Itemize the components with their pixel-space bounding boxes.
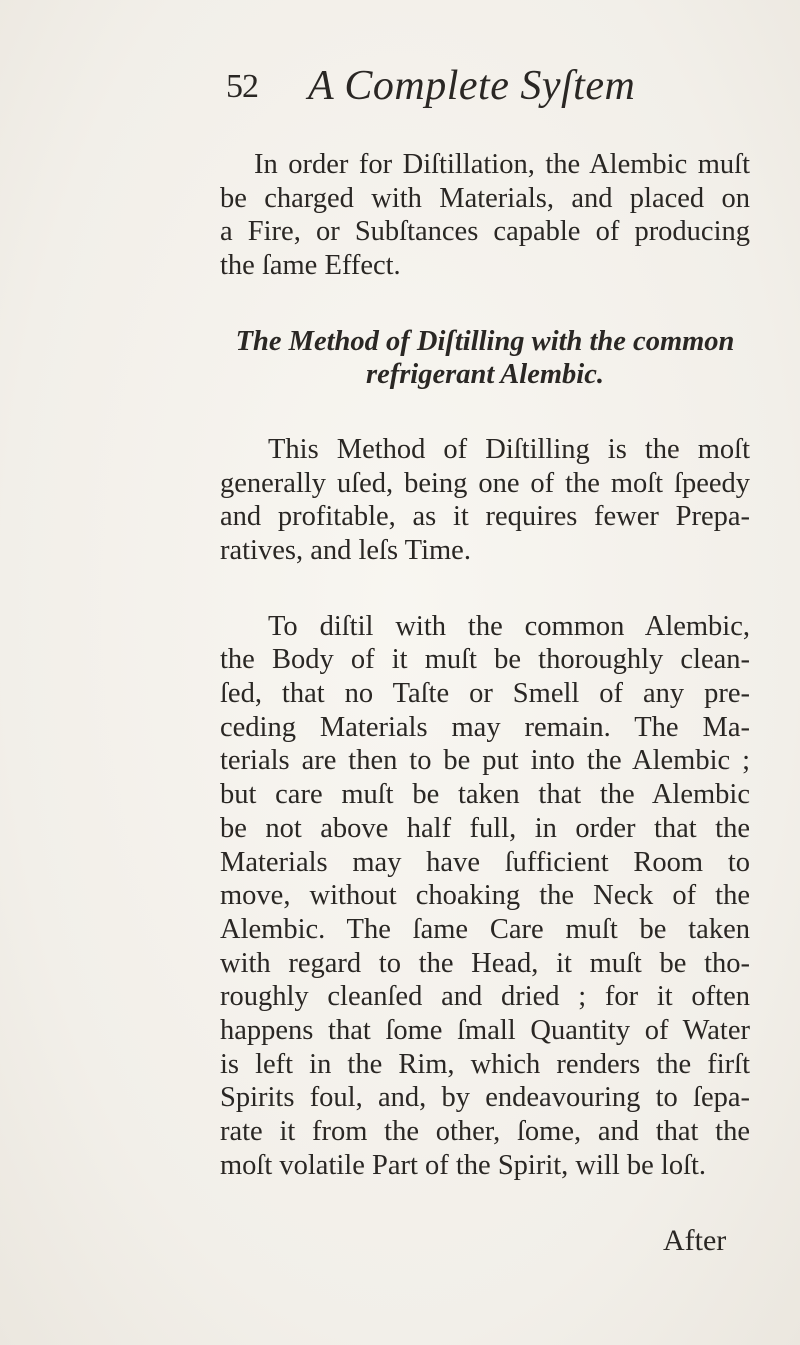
text-line: the ſame Effect. [220, 250, 401, 282]
body-text [220, 148, 750, 1183]
text-line: Materials may have ſufficient Room to [220, 846, 750, 878]
text-line: a Fire, or Subſtances capable of producing [220, 216, 750, 248]
text-line: but care muſt be taken that the Alembic [220, 779, 750, 811]
catchword: After [663, 1224, 727, 1257]
text-line: Spirits foul, and, by endeavouring to ſepa- [220, 1082, 750, 1114]
text-line: To diſtil with the common Alembic, [268, 610, 750, 642]
text-line: and profitable, as it requires fewer Prepa- [220, 501, 750, 533]
text-line: In order for Diſtillation, the Alembic muſt [254, 149, 750, 180]
heading-line: The Method of Diſtilling with the common [235, 325, 735, 357]
text-line: moſt volatile Part of the Spirit, will be loſt. [220, 1149, 707, 1181]
paragraph-method [220, 433, 750, 568]
paragraph-intro [220, 148, 750, 283]
section-heading [220, 325, 750, 391]
text-line: terials are then to be put into the Alembic ; [220, 745, 750, 777]
text-line: ratives, and leſs Time. [220, 534, 471, 566]
paragraph-procedure [220, 610, 750, 1183]
text-line: generally uſed, being one of the moſt ſpeedy [220, 467, 750, 499]
text-line: roughly cleanſed and dried ; for it often [220, 981, 750, 1013]
text-line: be charged with Materials, and placed on [220, 182, 750, 214]
text-line: Alembic. The ſame Care muſt be taken [220, 913, 750, 945]
heading-line: refrigerant Alembic. [365, 358, 604, 390]
text-line: the Body of it muſt be thoroughly clean- [220, 644, 750, 676]
text-line: ſed, that no Taſte or Smell of any pre- [220, 678, 750, 710]
text-line: move, without choaking the Neck of the [220, 880, 750, 912]
text-line: be not above half full, in order that the [220, 812, 750, 844]
running-title: A Complete Syſtem [308, 63, 636, 109]
text-line: ceding Materials may remain. The Ma- [220, 711, 750, 743]
text-line: This Method of Diſtilling is the moſt [268, 433, 750, 465]
page-number: 52 [226, 68, 258, 105]
text-line: happens that ſome ſmall Quantity of Water [220, 1015, 750, 1047]
text-line: is left in the Rim, which renders the firſt [220, 1048, 750, 1080]
text-line: with regard to the Head, it muſt be tho- [220, 947, 750, 979]
page-header [0, 62, 800, 112]
text-line: rate it from the other, ſome, and that the [220, 1116, 750, 1148]
